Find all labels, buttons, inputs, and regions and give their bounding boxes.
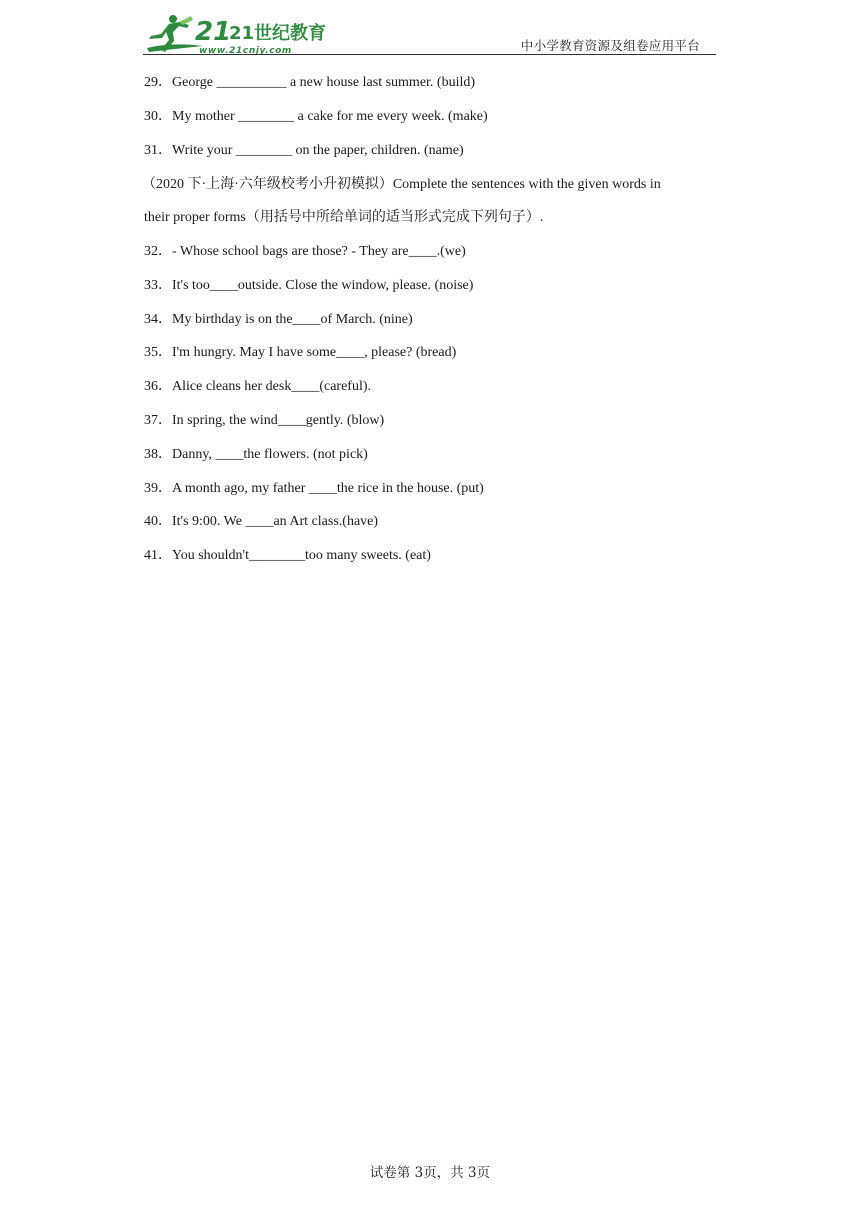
question-36: 36．Alice cleans her desk____(careful). [144, 379, 372, 394]
question-32: 32．- Whose school bags are those? - They are____.(we) [144, 244, 466, 259]
header-divider [143, 54, 716, 55]
question-37: 37．In spring, the wind____gently. (blow) [144, 413, 385, 428]
question-40: 40．It's 9:00. We ____an Art class.(have) [144, 514, 379, 529]
question-39: 39．A month ago, my father ____the rice in the house. (put) [144, 481, 484, 496]
section-instruction-line-2: their proper forms（用括号中所给单词的适当形式完成下列句子）. [144, 210, 544, 225]
logo-text: 21世纪教育 [229, 23, 327, 44]
question-31: 31．Write your ________ on the paper, children. (name) [144, 143, 464, 158]
logo-url: www.21cnjy.com [199, 46, 292, 56]
question-34: 34．My birthday is on the____of March. (nine) [144, 312, 413, 327]
logo-icon [143, 12, 327, 56]
question-30: 30．My mother ________ a cake for me every week. (make) [144, 109, 488, 124]
question-35: 35．I'm hungry. May I have some____, please? (bread) [144, 345, 457, 360]
page-footer: 试卷第 3页，共 3页 [369, 1165, 491, 1181]
question-38: 38．Danny, ____the flowers. (not pick) [144, 447, 368, 462]
question-41: 41．You shouldn't________too many sweets. (eat) [144, 548, 431, 563]
svg-text:21: 21 [195, 17, 232, 47]
page-header [143, 10, 716, 56]
question-29: 29．George __________ a new house last summer. (build) [144, 75, 476, 90]
question-33: 33．It's too____outside. Close the window, please. (noise) [144, 278, 474, 293]
section-instruction-line-1: （2020 下·上海·六年级校考小升初模拟）Complete the sentences with the given words in [142, 177, 661, 192]
platform-title: 中小学教育资源及组卷应用平台 [520, 38, 700, 53]
